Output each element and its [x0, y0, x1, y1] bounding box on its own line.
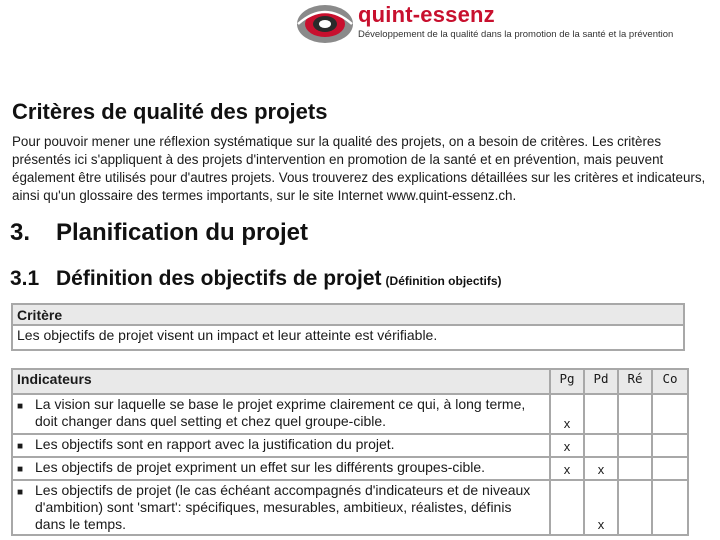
indicator-text: La vision sur laquelle se base le projet exprime clairement ce qui, à long terme, doit changer dans quel setting et chez quel groupe-cible.: [35, 396, 526, 429]
bullet-icon: ■: [17, 464, 24, 475]
section-title: Planification du projet: [56, 219, 309, 246]
quint-essenz-logo-icon: [296, 4, 354, 44]
bullet-icon: ■: [17, 441, 24, 452]
column-header-pd: Pd: [584, 369, 618, 394]
mark-cell: [652, 434, 688, 457]
table-row: [12, 457, 688, 480]
table-row: [12, 394, 688, 434]
subsection-title: Définition des objectifs de projet: [56, 267, 382, 290]
indicators-header-row: [12, 369, 688, 394]
indicator-text: Les objectifs sont en rapport avec la justification du projet.: [35, 436, 395, 452]
section-number: 3.: [10, 219, 31, 246]
mark-cell: [618, 394, 652, 434]
mark-cell: x: [584, 457, 618, 480]
bullet-icon: ■: [17, 487, 24, 498]
mark-cell: [618, 457, 652, 480]
subsection-number: 3.1: [10, 267, 40, 290]
indicator-cell: [12, 434, 550, 457]
mark-cell: [550, 480, 584, 535]
indicator-cell: [12, 480, 550, 535]
column-header-pg: Pg: [550, 369, 584, 394]
critere-text: Les objectifs de projet visent un impact et leur atteinte est vérifiable.: [17, 327, 438, 343]
mark-cell: x: [550, 394, 584, 434]
indicator-cell: [12, 457, 550, 480]
mark-cell: x: [550, 457, 584, 480]
indicator-text: Les objectifs de projet (le cas échéant accompagnés d'indicateurs et de niveaux d'ambition) sont 'smart': spécifiques, mesurables, ambitieux, réalistes, définis dans le temps.: [35, 482, 531, 532]
table-row: [12, 480, 688, 535]
table-row: [12, 434, 688, 457]
column-header-co: Co: [652, 369, 688, 394]
intro-paragraph: Pour pouvoir mener une réflexion systématique sur la qualité des projets, on a besoin de critères. Les critères présentés ici s'appliquent à des projets d'intervention en promotion de la santé et en prévention, mais peuvent également être utilisés pour d'autres projets. Vous trouverez des explications détaillées sur les critères et indicateurs, ainsi qu'un glossaire des termes importants, sur le site Internet www.quint-essenz.ch.: [12, 134, 706, 203]
indicators-table: [11, 368, 689, 536]
mark-cell: [652, 480, 688, 535]
mark-cell: [652, 394, 688, 434]
mark-cell: [584, 434, 618, 457]
critere-box: [11, 303, 685, 351]
subsection-tag: (Définition objectifs): [385, 274, 502, 288]
mark-cell: [618, 434, 652, 457]
indicator-text: Les objectifs de projet expriment un effet sur les différents groupes-cible.: [35, 459, 486, 475]
critere-header: Critère: [13, 305, 683, 326]
mark-cell: x: [584, 480, 618, 535]
subsection-heading: [10, 267, 502, 291]
header-logo: [296, 2, 716, 46]
bullet-icon: ■: [17, 401, 24, 412]
brand-name: quint-essenz: [358, 2, 495, 27]
intro-title: Critères de qualité des projets: [12, 99, 328, 124]
mark-cell: [652, 457, 688, 480]
indicators-header: Indicateurs: [12, 369, 550, 394]
column-header-re: Ré: [618, 369, 652, 394]
mark-cell: [618, 480, 652, 535]
mark-cell: x: [550, 434, 584, 457]
brand-tagline: Développement de la qualité dans la promotion de la santé et la prévention: [358, 29, 674, 40]
section-heading: [10, 219, 308, 247]
mark-cell: [584, 394, 618, 434]
indicator-cell: [12, 394, 550, 434]
